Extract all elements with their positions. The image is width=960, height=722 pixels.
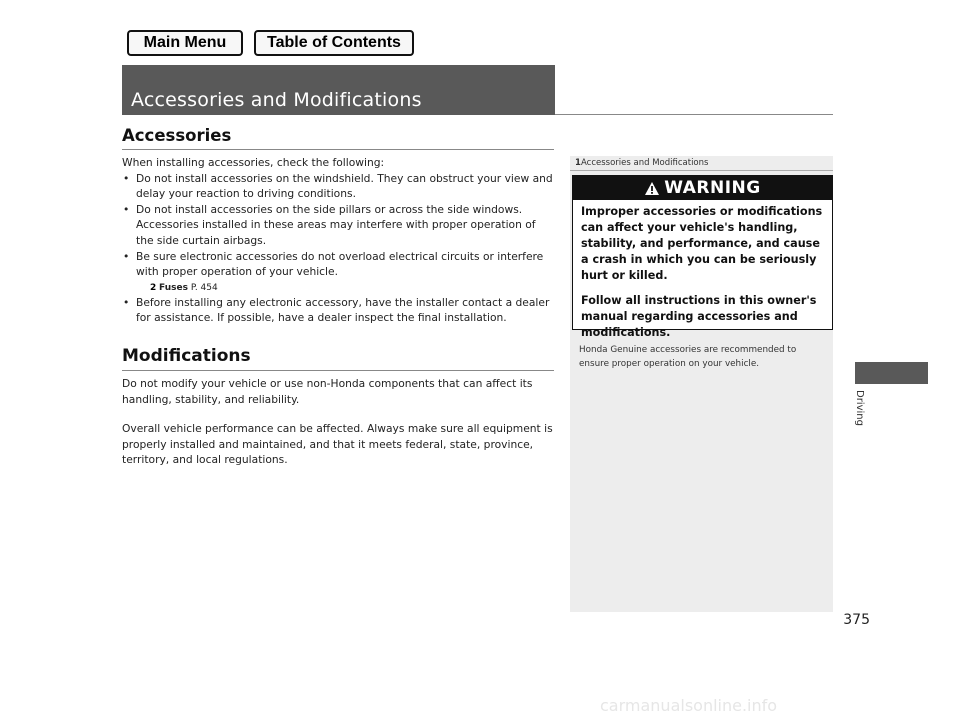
list-item-text: Before installing any electronic accessory, have the installer contact a dealer for assistance. If possible, have a dealer inspect the final installation. <box>136 295 550 325</box>
warning-box <box>572 175 833 339</box>
reference-title: Fuses <box>159 282 188 293</box>
sidebar-title <box>570 156 833 170</box>
page-number: 375 <box>843 612 870 628</box>
section-tab-label <box>852 390 866 430</box>
fuses-reference-link[interactable] <box>136 281 554 295</box>
accessories-heading: Accessories <box>122 126 554 150</box>
warning-body <box>573 200 832 341</box>
main-menu-button[interactable]: Main Menu <box>127 30 243 56</box>
warning-text-2: Follow all instructions in this owner's manual regarding accessories and modifications. <box>581 294 817 339</box>
warning-header <box>573 176 832 200</box>
accessories-intro: When installing accessories, check the following: <box>122 156 385 169</box>
bullet-icon: • <box>123 202 130 216</box>
warning-label: WARNING <box>664 178 761 198</box>
bullet-icon: • <box>123 249 130 263</box>
list-item <box>122 171 554 202</box>
watermark-logo <box>600 697 944 715</box>
main-content <box>122 126 554 468</box>
sidebar-divider <box>570 170 833 171</box>
modifications-para-2: Overall vehicle performance can be affected. Always make sure all equipment is properly installed and maintained, and that it meets federal, state, province, territory, and local regulations. <box>122 422 553 467</box>
warning-text-1: Improper accessories or modifications can affect your vehicle's handling, stability, and performance, and cause a crash in which you can be seriously hurt or killed. <box>581 205 823 282</box>
section-tab-block <box>855 362 928 384</box>
list-item <box>122 249 554 295</box>
title-divider <box>555 114 833 115</box>
sidebar-notes <box>570 156 833 612</box>
list-item <box>122 202 554 249</box>
modifications-para-1: Do not modify your vehicle or use non-Honda components that can affect its handling, stability, and reliability. <box>122 376 533 406</box>
list-item-text: Do not install accessories on the side pillars or across the side windows. Accessories installed in these areas may interfere with proper operation of the side curtain airbags. <box>136 202 536 247</box>
table-of-contents-button[interactable]: Table of Contents <box>254 30 414 56</box>
reference-arrow-icon: 2 <box>150 282 157 293</box>
warning-triangle-icon <box>644 181 660 196</box>
sidebar-note: Honda Genuine accessories are recommended to ensure proper operation on your vehicle. <box>579 345 797 369</box>
list-item-text: Do not install accessories on the windshield. They can obstruct your view and delay your reaction to driving conditions. <box>136 171 553 201</box>
sidebar-title-text: Accessories and Modifications <box>581 158 709 168</box>
watermark-text: carmanualsonline.info <box>600 697 778 715</box>
list-item-text: Be sure electronic accessories do not overload electrical circuits or interfere with proper operation of your vehicle. <box>136 249 544 279</box>
accessories-list <box>122 171 554 326</box>
section-tab-text: Driving <box>854 390 865 426</box>
modifications-heading: Modifications <box>122 346 554 371</box>
sidebar-marker-icon: 1 <box>575 158 581 168</box>
list-item <box>122 295 554 326</box>
page-title-banner <box>122 65 555 115</box>
bullet-icon: • <box>123 171 130 185</box>
bullet-icon: • <box>123 295 130 309</box>
reference-page: P. 454 <box>190 282 218 293</box>
page-title: Accessories and Modifications <box>131 89 422 111</box>
